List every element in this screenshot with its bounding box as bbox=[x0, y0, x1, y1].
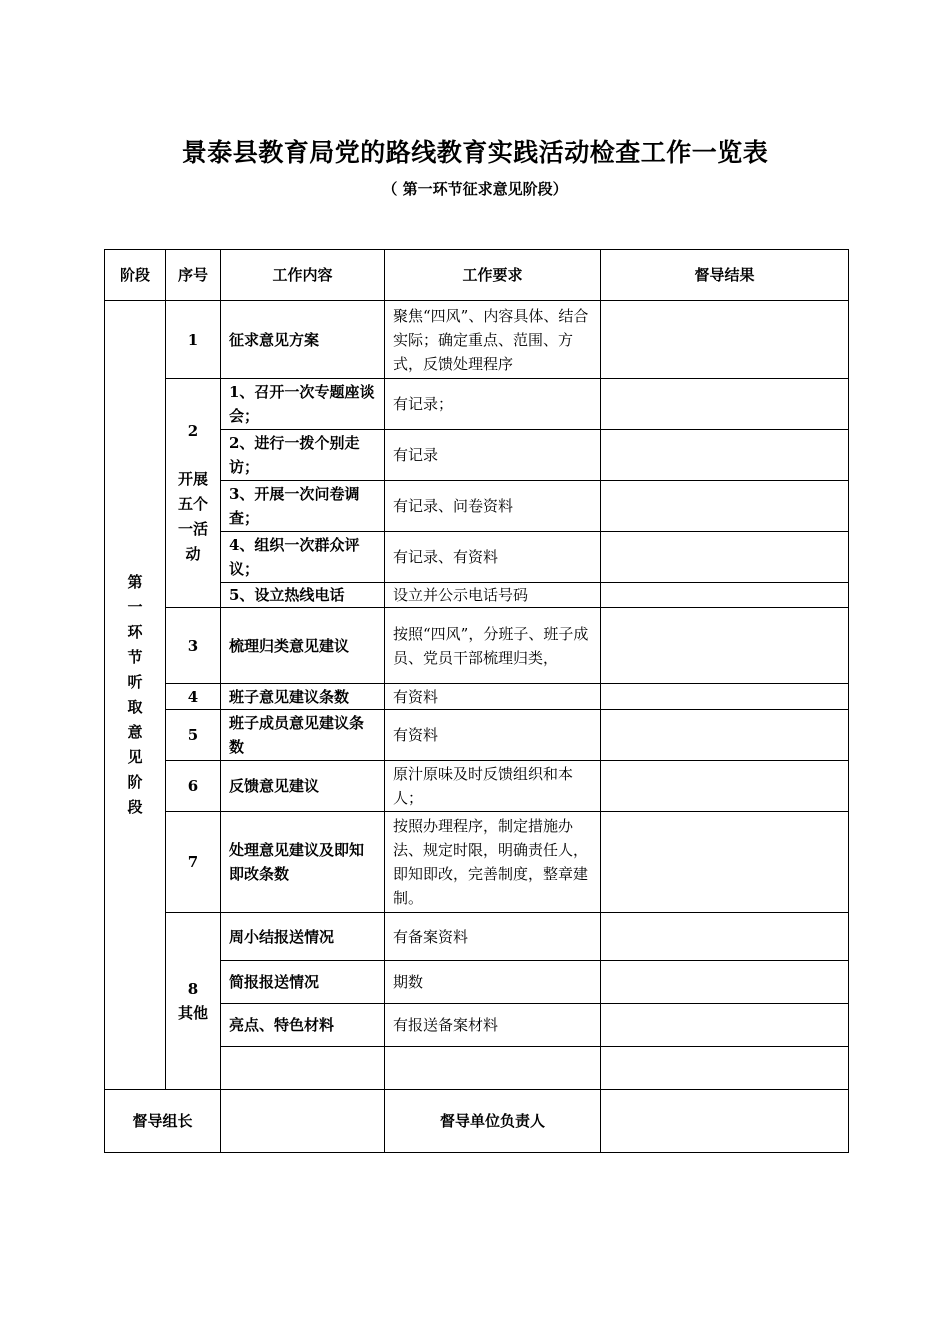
row-number: 3 bbox=[166, 608, 221, 684]
row-content: 周小结报送情况 bbox=[221, 913, 385, 961]
result-cell[interactable] bbox=[601, 532, 849, 583]
header-stage: 阶段 bbox=[105, 250, 166, 301]
row-content: 2、进行一拨个别走访； bbox=[221, 430, 385, 481]
row-number: 6 bbox=[166, 761, 221, 812]
stage-cell bbox=[105, 301, 166, 1090]
result-cell[interactable] bbox=[601, 1047, 849, 1090]
group-label: 开展五个一活动 bbox=[177, 470, 208, 563]
table-row bbox=[105, 684, 849, 710]
table-row bbox=[105, 812, 849, 913]
row-content: 反馈意见建议 bbox=[221, 761, 385, 812]
result-cell[interactable] bbox=[601, 913, 849, 961]
row-requirement: 有记录、问卷资料 bbox=[385, 481, 601, 532]
result-cell[interactable] bbox=[601, 301, 849, 379]
table-row bbox=[105, 379, 849, 430]
row-requirement: 聚焦“四风”、内容具体、结合实际；确定重点、范围、方式，反馈处理程序 bbox=[385, 301, 601, 379]
row-requirement: 设立并公示电话号码 bbox=[385, 583, 601, 608]
result-cell[interactable] bbox=[601, 710, 849, 761]
result-cell[interactable] bbox=[601, 1004, 849, 1047]
group-number-cell bbox=[166, 379, 221, 608]
row-number: 4 bbox=[166, 684, 221, 710]
row-content bbox=[221, 1047, 385, 1090]
group-number-cell bbox=[166, 913, 221, 1090]
header-number: 序号 bbox=[166, 250, 221, 301]
row-content: 梳理归类意见建议 bbox=[221, 608, 385, 684]
result-cell[interactable] bbox=[601, 583, 849, 608]
row-requirement: 有记录 bbox=[385, 430, 601, 481]
group-number: 8 bbox=[187, 980, 199, 998]
row-requirement: 有记录、有资料 bbox=[385, 532, 601, 583]
result-cell[interactable] bbox=[601, 684, 849, 710]
row-content: 5、设立热线电话 bbox=[221, 583, 385, 608]
supervisor-unit-label: 督导单位负责人 bbox=[385, 1090, 601, 1153]
header-row bbox=[105, 250, 849, 301]
result-cell[interactable] bbox=[601, 761, 849, 812]
row-number: 5 bbox=[166, 710, 221, 761]
row-requirement: 有记录； bbox=[385, 379, 601, 430]
row-requirement: 期数 bbox=[385, 961, 601, 1004]
result-cell[interactable] bbox=[601, 481, 849, 532]
row-requirement: 有备案资料 bbox=[385, 913, 601, 961]
row-content: 3、开展一次问卷调查； bbox=[221, 481, 385, 532]
row-number: 1 bbox=[166, 301, 221, 379]
row-content: 班子成员意见建议条数 bbox=[221, 710, 385, 761]
footer-row bbox=[105, 1090, 849, 1153]
supervisor-leader-label: 督导组长 bbox=[105, 1090, 221, 1153]
row-requirement: 有资料 bbox=[385, 684, 601, 710]
inspection-table bbox=[104, 249, 849, 1153]
header-result: 督导结果 bbox=[601, 250, 849, 301]
supervisor-leader-value[interactable] bbox=[221, 1090, 385, 1153]
table-row bbox=[105, 710, 849, 761]
result-cell[interactable] bbox=[601, 812, 849, 913]
row-number: 7 bbox=[166, 812, 221, 913]
row-content: 4、组织一次群众评议； bbox=[221, 532, 385, 583]
header-requirement: 工作要求 bbox=[385, 250, 601, 301]
result-cell[interactable] bbox=[601, 608, 849, 684]
supervisor-unit-value[interactable] bbox=[601, 1090, 849, 1153]
row-content: 1、召开一次专题座谈会； bbox=[221, 379, 385, 430]
stage-label: 第一环节听取意见阶段 bbox=[127, 573, 143, 816]
document-title: 景泰县教育局党的路线教育实践活动检查工作一览表 bbox=[181, 138, 769, 167]
row-requirement: 有报送备案材料 bbox=[385, 1004, 601, 1047]
result-cell[interactable] bbox=[601, 379, 849, 430]
row-content: 征求意见方案 bbox=[221, 301, 385, 379]
row-requirement: 按照“四风”，分班子、班子成员、党员干部梳理归类， bbox=[385, 608, 601, 684]
row-content: 亮点、特色材料 bbox=[221, 1004, 385, 1047]
row-requirement: 按照办理程序，制定措施办法、规定时限，明确责任人，即知即改，完善制度，整章建制。 bbox=[385, 812, 601, 913]
result-cell[interactable] bbox=[601, 430, 849, 481]
row-requirement: 有资料 bbox=[385, 710, 601, 761]
group-label: 其他 bbox=[177, 1004, 208, 1022]
header-content: 工作内容 bbox=[221, 250, 385, 301]
result-cell[interactable] bbox=[601, 961, 849, 1004]
row-content: 简报报送情况 bbox=[221, 961, 385, 1004]
group-number: 2 bbox=[187, 422, 199, 440]
row-requirement: 原汁原味及时反馈组织和本人； bbox=[385, 761, 601, 812]
table-row bbox=[105, 301, 849, 379]
table-row bbox=[105, 913, 849, 961]
row-content: 班子意见建议条数 bbox=[221, 684, 385, 710]
table-row bbox=[105, 608, 849, 684]
document-subtitle: （ 第一环节征求意见阶段） bbox=[382, 180, 568, 198]
row-content: 处理意见建议及即知即改条数 bbox=[221, 812, 385, 913]
row-requirement bbox=[385, 1047, 601, 1090]
table-row bbox=[105, 761, 849, 812]
